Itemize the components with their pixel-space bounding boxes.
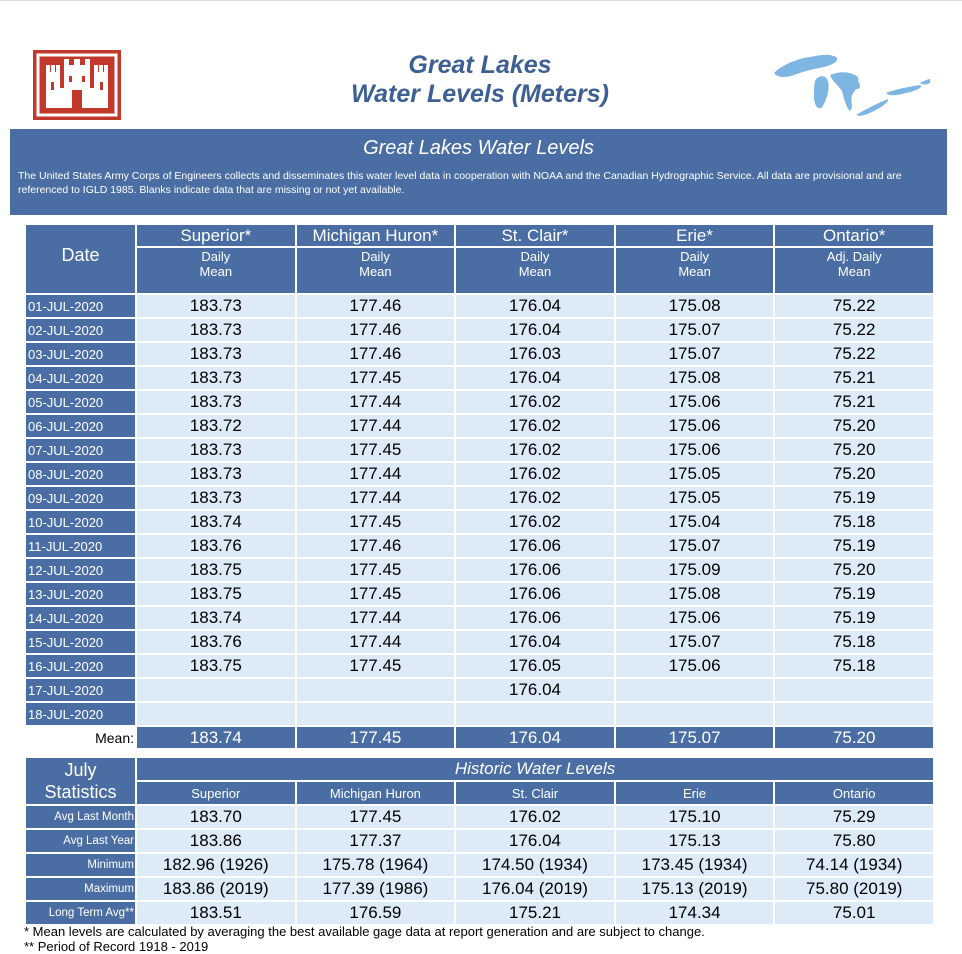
level-cell: 175.08 xyxy=(616,367,774,389)
level-cell: 175.06 xyxy=(616,439,774,461)
stats-cell: 75.01 xyxy=(775,902,933,924)
table-row xyxy=(26,295,933,317)
level-cell: 75.22 xyxy=(775,295,933,317)
level-cell: 177.45 xyxy=(297,583,455,605)
level-cell: 75.18 xyxy=(775,631,933,653)
statistics-header: July Statistics xyxy=(26,758,135,804)
table-row xyxy=(26,655,933,677)
stats-label: Avg Last Year xyxy=(26,830,135,852)
level-cell: 176.04 xyxy=(456,631,614,653)
level-cell: 75.18 xyxy=(775,655,933,677)
level-cell: 183.73 xyxy=(137,343,295,365)
header-row-lakes xyxy=(26,225,933,246)
mean-cell: 175.07 xyxy=(616,727,774,748)
level-cell: 175.07 xyxy=(616,631,774,653)
level-cell: 176.02 xyxy=(456,463,614,485)
level-cell: 175.05 xyxy=(616,487,774,509)
level-cell: 177.46 xyxy=(297,343,455,365)
level-cell: 176.06 xyxy=(456,583,614,605)
level-cell: 75.19 xyxy=(775,607,933,629)
level-cell: 176.02 xyxy=(456,439,614,461)
stats-cell: 175.21 xyxy=(456,902,614,924)
great-lakes-map-icon xyxy=(770,45,930,125)
july-statistics-table xyxy=(24,756,935,926)
stats-cell: 175.13 (2019) xyxy=(616,878,774,900)
level-cell: 183.73 xyxy=(137,367,295,389)
stats-label: Minimum xyxy=(26,854,135,876)
level-cell: 183.76 xyxy=(137,535,295,557)
lake-subheader: Adj. Daily Mean xyxy=(775,248,933,293)
level-cell: 177.46 xyxy=(297,319,455,341)
castle-logo-icon xyxy=(33,50,121,120)
level-cell: 177.45 xyxy=(297,511,455,533)
table-row xyxy=(26,511,933,533)
level-cell: 183.73 xyxy=(137,463,295,485)
level-cell: 175.09 xyxy=(616,559,774,581)
lake-subheader: Daily Mean xyxy=(456,248,614,293)
top-divider xyxy=(0,0,962,1)
level-cell: 75.21 xyxy=(775,367,933,389)
table-row xyxy=(26,583,933,605)
level-cell: 177.44 xyxy=(297,463,455,485)
level-cell: 176.04 xyxy=(456,319,614,341)
level-cell: 75.22 xyxy=(775,343,933,365)
level-cell: 176.04 xyxy=(456,679,614,701)
footnote-period: ** Period of Record 1918 - 2019 xyxy=(24,939,209,954)
historic-levels-title: Historic Water Levels xyxy=(137,758,933,780)
date-cell: 13-JUL-2020 xyxy=(26,583,135,605)
date-cell: 11-JUL-2020 xyxy=(26,535,135,557)
mean-cell: 75.20 xyxy=(775,727,933,748)
date-cell: 02-JUL-2020 xyxy=(26,319,135,341)
level-cell: 177.44 xyxy=(297,487,455,509)
level-cell: 177.45 xyxy=(297,559,455,581)
level-cell: 176.02 xyxy=(456,487,614,509)
stats-cell: 183.86 xyxy=(137,830,295,852)
level-cell: 183.75 xyxy=(137,559,295,581)
table-row xyxy=(26,367,933,389)
level-cell: 183.73 xyxy=(137,295,295,317)
stats-row xyxy=(26,830,933,852)
level-cell: 183.76 xyxy=(137,631,295,653)
table-row xyxy=(26,319,933,341)
mean-label: Mean: xyxy=(26,727,135,748)
level-cell: 183.73 xyxy=(137,487,295,509)
stats-lake-header: Erie xyxy=(616,782,774,804)
mean-cell: 177.45 xyxy=(297,727,455,748)
stats-row xyxy=(26,902,933,924)
stats-cell: 175.78 (1964) xyxy=(297,854,455,876)
level-cell: 175.07 xyxy=(616,319,774,341)
level-cell: 75.20 xyxy=(775,439,933,461)
stats-label: Maximum xyxy=(26,878,135,900)
date-cell: 12-JUL-2020 xyxy=(26,559,135,581)
water-levels-table xyxy=(24,223,935,750)
table-row xyxy=(26,391,933,413)
date-cell: 14-JUL-2020 xyxy=(26,607,135,629)
lake-header: Erie* xyxy=(616,225,774,246)
level-cell: 75.22 xyxy=(775,319,933,341)
table-row xyxy=(26,535,933,557)
banner-title: Great Lakes Water Levels xyxy=(363,137,594,159)
level-cell: 175.06 xyxy=(616,391,774,413)
date-cell: 03-JUL-2020 xyxy=(26,343,135,365)
level-cell xyxy=(297,703,455,725)
level-cell: 183.75 xyxy=(137,655,295,677)
date-cell: 04-JUL-2020 xyxy=(26,367,135,389)
page-title-line2: Water Levels (Meters) xyxy=(351,80,609,108)
level-cell xyxy=(616,679,774,701)
level-cell: 183.75 xyxy=(137,583,295,605)
table-row xyxy=(26,631,933,653)
lake-subheader: Daily Mean xyxy=(297,248,455,293)
stats-cell: 173.45 (1934) xyxy=(616,854,774,876)
level-cell: 75.20 xyxy=(775,559,933,581)
level-cell: 177.45 xyxy=(297,655,455,677)
level-cell: 177.46 xyxy=(297,535,455,557)
level-cell: 75.19 xyxy=(775,535,933,557)
lake-header: St. Clair* xyxy=(456,225,614,246)
level-cell: 175.07 xyxy=(616,343,774,365)
stats-cell: 176.59 xyxy=(297,902,455,924)
stats-cell: 175.10 xyxy=(616,806,774,828)
level-cell: 75.20 xyxy=(775,415,933,437)
header-row-subtitles xyxy=(26,248,933,293)
lake-header: Ontario* xyxy=(775,225,933,246)
level-cell: 183.74 xyxy=(137,607,295,629)
stats-cell: 177.37 xyxy=(297,830,455,852)
level-cell: 75.20 xyxy=(775,463,933,485)
level-cell: 183.72 xyxy=(137,415,295,437)
level-cell: 176.04 xyxy=(456,367,614,389)
stats-cell: 183.70 xyxy=(137,806,295,828)
table-row xyxy=(26,607,933,629)
date-cell: 15-JUL-2020 xyxy=(26,631,135,653)
stats-cell: 75.29 xyxy=(775,806,933,828)
stats-lake-header: Ontario xyxy=(775,782,933,804)
stats-row xyxy=(26,806,933,828)
lake-header: Superior* xyxy=(137,225,295,246)
level-cell: 177.45 xyxy=(297,439,455,461)
footnotes xyxy=(24,924,705,954)
table-row xyxy=(26,439,933,461)
stats-cell: 177.45 xyxy=(297,806,455,828)
date-cell: 10-JUL-2020 xyxy=(26,511,135,533)
stats-cell: 174.34 xyxy=(616,902,774,924)
date-cell: 01-JUL-2020 xyxy=(26,295,135,317)
table-row xyxy=(26,559,933,581)
level-cell xyxy=(137,703,295,725)
level-cell: 75.21 xyxy=(775,391,933,413)
level-cell: 176.05 xyxy=(456,655,614,677)
level-cell xyxy=(616,703,774,725)
level-cell xyxy=(456,703,614,725)
mean-cell: 176.04 xyxy=(456,727,614,748)
stats-label: Long Term Avg** xyxy=(26,902,135,924)
lake-header: Michigan Huron* xyxy=(297,225,455,246)
level-cell: 176.06 xyxy=(456,607,614,629)
table-row xyxy=(26,343,933,365)
stats-cell: 74.14 (1934) xyxy=(775,854,933,876)
level-cell: 175.05 xyxy=(616,463,774,485)
level-cell: 177.44 xyxy=(297,631,455,653)
stats-cell: 183.86 (2019) xyxy=(137,878,295,900)
level-cell xyxy=(137,679,295,701)
date-cell: 17-JUL-2020 xyxy=(26,679,135,701)
table-row xyxy=(26,415,933,437)
date-cell: 05-JUL-2020 xyxy=(26,391,135,413)
stats-cell: 75.80 xyxy=(775,830,933,852)
table-row xyxy=(26,679,933,701)
stats-cell: 175.13 xyxy=(616,830,774,852)
level-cell: 176.04 xyxy=(456,295,614,317)
level-cell: 175.08 xyxy=(616,295,774,317)
level-cell: 183.73 xyxy=(137,391,295,413)
level-cell: 175.04 xyxy=(616,511,774,533)
stats-row xyxy=(26,878,933,900)
level-cell: 176.02 xyxy=(456,415,614,437)
stats-lake-header: Michigan Huron xyxy=(297,782,455,804)
level-cell: 75.19 xyxy=(775,583,933,605)
stats-cell: 183.51 xyxy=(137,902,295,924)
level-cell: 183.74 xyxy=(137,511,295,533)
footnote-mean: * Mean levels are calculated by averaging the best available gage data at report generation and are subject to change. xyxy=(24,924,705,939)
date-cell: 07-JUL-2020 xyxy=(26,439,135,461)
stats-label: Avg Last Month xyxy=(26,806,135,828)
level-cell: 176.03 xyxy=(456,343,614,365)
stats-cell: 174.50 (1934) xyxy=(456,854,614,876)
banner-description: The United States Army Corps of Engineers collects and disseminates this water level data in cooperation with NOAA and the Canadian Hydrographic Service. All data are provisional and are referenced to IGLD 1985. Blanks indicate data that are missing or not yet available. xyxy=(18,170,902,196)
mean-cell: 183.74 xyxy=(137,727,295,748)
stats-cell: 75.80 (2019) xyxy=(775,878,933,900)
level-cell: 176.06 xyxy=(456,535,614,557)
lake-subheader: Daily Mean xyxy=(616,248,774,293)
date-column-header: Date xyxy=(26,225,135,293)
date-cell: 08-JUL-2020 xyxy=(26,463,135,485)
date-cell: 18-JUL-2020 xyxy=(26,703,135,725)
level-cell: 175.06 xyxy=(616,415,774,437)
level-cell: 175.08 xyxy=(616,583,774,605)
level-cell: 176.06 xyxy=(456,559,614,581)
level-cell: 175.07 xyxy=(616,535,774,557)
table-row xyxy=(26,463,933,485)
level-cell: 177.45 xyxy=(297,367,455,389)
level-cell: 177.46 xyxy=(297,295,455,317)
level-cell xyxy=(775,703,933,725)
stats-cell: 182.96 (1926) xyxy=(137,854,295,876)
level-cell: 176.02 xyxy=(456,511,614,533)
level-cell: 183.73 xyxy=(137,319,295,341)
level-cell: 75.18 xyxy=(775,511,933,533)
level-cell: 176.02 xyxy=(456,391,614,413)
level-cell: 75.19 xyxy=(775,487,933,509)
level-cell: 175.06 xyxy=(616,607,774,629)
stats-lake-header: Superior xyxy=(137,782,295,804)
date-cell: 09-JUL-2020 xyxy=(26,487,135,509)
level-cell: 177.44 xyxy=(297,391,455,413)
level-cell xyxy=(775,679,933,701)
stats-header-row xyxy=(26,758,933,780)
stats-cell: 176.04 xyxy=(456,830,614,852)
level-cell: 183.73 xyxy=(137,439,295,461)
info-banner xyxy=(10,129,947,215)
date-cell: 06-JUL-2020 xyxy=(26,415,135,437)
stats-cell: 177.39 (1986) xyxy=(297,878,455,900)
stats-lake-header: St. Clair xyxy=(456,782,614,804)
lake-subheader: Daily Mean xyxy=(137,248,295,293)
date-cell: 16-JUL-2020 xyxy=(26,655,135,677)
stats-cell: 176.04 (2019) xyxy=(456,878,614,900)
table-row xyxy=(26,703,933,725)
stats-lake-row xyxy=(26,782,933,804)
level-cell: 177.44 xyxy=(297,415,455,437)
level-cell xyxy=(297,679,455,701)
stats-cell: 176.02 xyxy=(456,806,614,828)
page-title-line1: Great Lakes xyxy=(408,51,552,79)
level-cell: 177.44 xyxy=(297,607,455,629)
level-cell: 175.06 xyxy=(616,655,774,677)
table-row xyxy=(26,487,933,509)
stats-row xyxy=(26,854,933,876)
mean-row xyxy=(26,727,933,748)
